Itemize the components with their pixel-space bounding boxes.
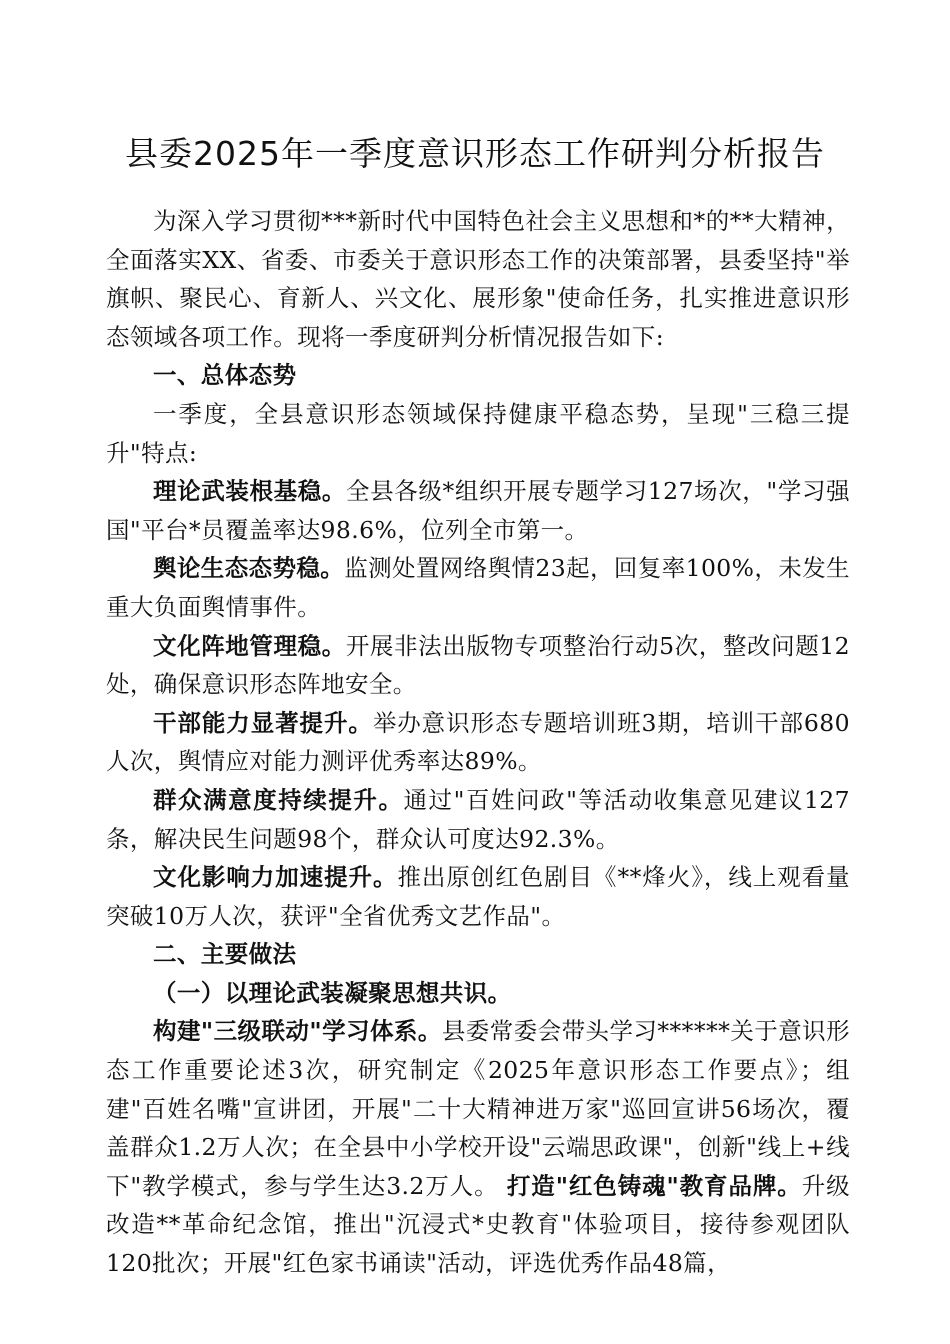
overall-summary: 一季度，全县意识形态领域保持健康平稳态势，呈现"三稳三提升"特点: [106, 399, 850, 467]
point-text: 通过"百姓问政"等活动收集意见建议127条，解决民生问题98个，群众认可度达92.3%。 [106, 785, 851, 853]
page-title: 县委2025年一季度意识形态工作研判分析报告 [125, 134, 825, 173]
point-lead: 群众满意度持续提升。 [153, 785, 404, 814]
section-heading-overall: 一、总体态势 [153, 361, 297, 390]
point-lead: 文化影响力加速提升。 [153, 863, 398, 892]
practice-lead: 构建"三级联动"学习体系。 [153, 1017, 442, 1046]
point-lead: 干部能力显著提升。 [153, 708, 373, 737]
subsection-heading-theory: （一）以理论武装凝聚思想共识。 [153, 978, 512, 1007]
practice-lead-2: 打造"红色铸魂"教育品牌。 [506, 1171, 802, 1200]
point-public-satisfaction [106, 781, 850, 858]
practice-text-2: 升级改造**革命纪念馆，推出"沉浸式*史教育"体验项目，接待参观团队120批次；开展"红色家书诵读"活动，评选优秀作品48篇， [106, 1171, 850, 1278]
point-cultural-influence [106, 858, 850, 935]
practice-paragraph [106, 1012, 850, 1282]
point-lead: 理论武装根基稳。 [153, 477, 346, 506]
section-heading-practices: 二、主要做法 [153, 940, 297, 969]
point-opinion-stable [106, 549, 850, 626]
practice-text: 县委常委会带头学习******关于意识形态工作重要论述3次，研究制定《2025年意识形态工作要点》；组建"百姓名嘴"宣讲团，开展"二十大精神进万家"巡回宣讲56场次，覆盖群众1.2万人次；在全县中小学校开设"云端思政课"，创新"线上+线下"教学模式，参与学生达3.2万人。 [106, 1017, 851, 1200]
point-text: 监测处置网络舆情23起，回复率100%，未发生重大负面舆情事件。 [106, 554, 850, 621]
intro-paragraph: 为深入学习贯彻***新时代中国特色社会主义思想和*的**大精神，全面落实XX、省委、市委关于意识形态工作的决策部署，县委坚持"举旗帜、聚民心、育新人、兴文化、展形象"使命任务，扎实推进意识形态领域各项工作。现将一季度研判分析情况报告如下: [106, 207, 850, 351]
point-text: 开展非法出版物专项整治行动5次，整改问题12处，确保意识形态阵地安全。 [106, 631, 850, 699]
document-body [106, 202, 850, 1283]
point-text: 举办意识形态专题培训班3期，培训干部680人次，舆情应对能力测评优秀率达89%。 [106, 708, 850, 776]
point-cadre-ability [106, 704, 850, 781]
point-theory-stable [106, 472, 850, 549]
point-text: 推出原创红色剧目《**烽火》，线上观看量突破10万人次，获评"全省优秀文艺作品"。 [106, 863, 851, 930]
point-lead: 文化阵地管理稳。 [153, 631, 346, 660]
point-lead: 舆论生态态势稳。 [153, 554, 345, 583]
point-text: 全县各级*组织开展专题学习127场次，"学习强国"平台*员覆盖率达98.6%，位列全市第一。 [106, 477, 850, 544]
point-culture-front-stable [106, 627, 850, 704]
